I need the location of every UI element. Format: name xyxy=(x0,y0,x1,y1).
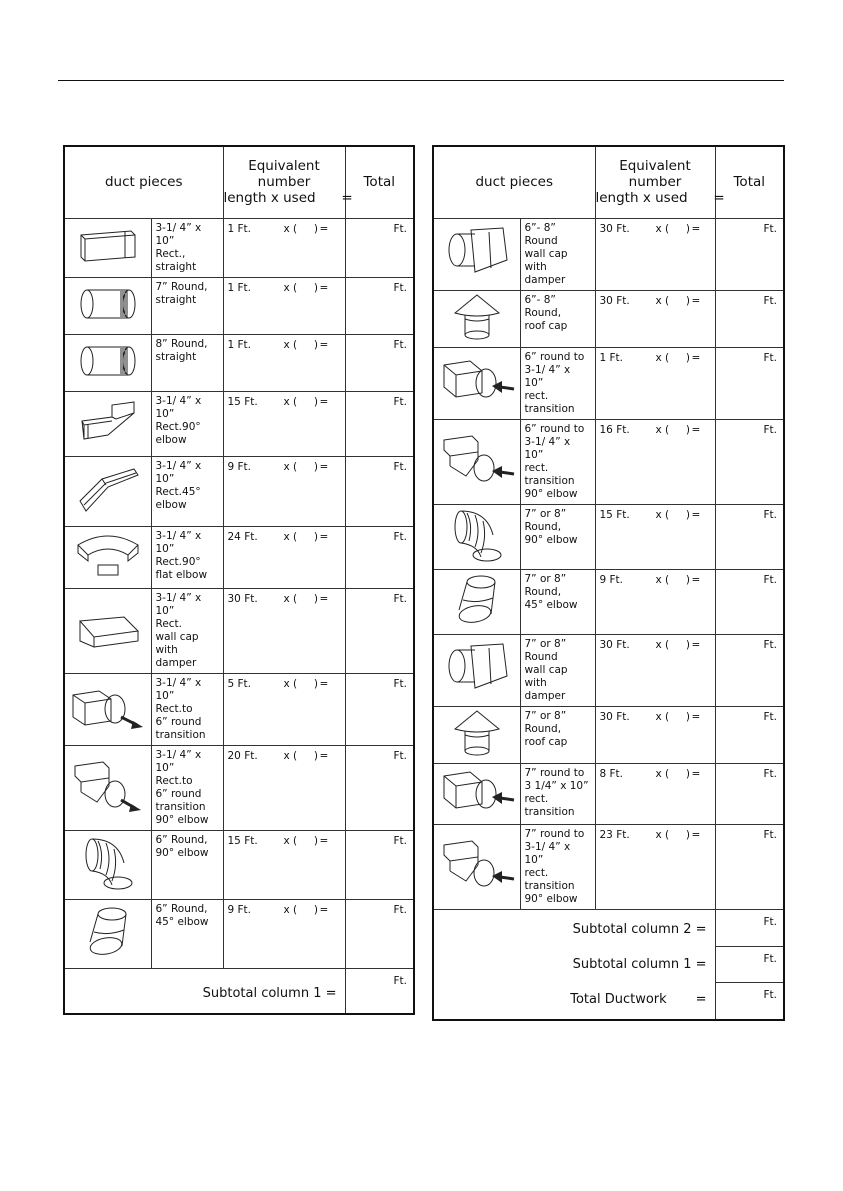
number-used-blank[interactable]: x ( ) xyxy=(283,903,318,916)
equivalent-length: 8 Ft. xyxy=(599,767,624,780)
description-line: 7” round to xyxy=(524,827,585,840)
equivalent-length: 9 Ft. xyxy=(599,573,624,586)
description-line: with damper xyxy=(155,643,197,669)
equivalent-length-cell[interactable] xyxy=(223,588,345,673)
subtotal-row xyxy=(433,909,784,946)
duct-description xyxy=(520,419,595,504)
duct-image-cell xyxy=(64,277,151,334)
row-total-ft[interactable]: Ft. xyxy=(345,830,414,899)
description-line: wall cap xyxy=(155,630,199,643)
round-wall-cap-icon xyxy=(441,263,513,282)
description-line: 3-1/ 4” x 10” xyxy=(524,840,571,866)
row-total-ft[interactable]: Ft. xyxy=(715,347,784,419)
header-equivalent-length xyxy=(223,146,353,218)
equals-sign: = xyxy=(319,395,329,408)
equivalent-length-cell[interactable] xyxy=(223,277,345,334)
row-total-ft[interactable]: Ft. xyxy=(715,824,784,909)
subtotal-ft[interactable]: Ft. xyxy=(715,982,784,1020)
description-line: 7” Round, xyxy=(155,280,208,293)
subtotal-labels xyxy=(433,909,715,1020)
equivalent-length: 30 Ft. xyxy=(599,638,630,651)
description-line: 90° elbow xyxy=(155,813,209,826)
number-used-blank[interactable]: x ( ) xyxy=(655,294,690,307)
equals-sign: = xyxy=(319,592,329,605)
row-total-ft[interactable]: Ft. xyxy=(345,277,414,334)
header-duct-pieces: duct pieces xyxy=(433,146,595,218)
duct-image-cell xyxy=(433,504,520,569)
rect-45-elbow-icon xyxy=(72,502,144,521)
duct-description xyxy=(151,456,223,526)
equivalent-length-cell[interactable] xyxy=(223,334,345,391)
row-total-ft[interactable]: Ft. xyxy=(345,673,414,745)
equivalent-length: 30 Ft. xyxy=(599,294,630,307)
duct-table-column-2 xyxy=(432,145,785,1021)
duct-image-cell xyxy=(64,334,151,391)
number-used-blank[interactable]: x ( ) xyxy=(283,592,318,605)
subtotal-label: Subtotal column 2 = xyxy=(572,921,707,937)
subtotal-label: Subtotal column 1 = xyxy=(572,956,707,972)
equals-sign: = xyxy=(691,351,701,364)
round-90-elbow-icon xyxy=(78,878,138,897)
number-used-blank[interactable]: x ( ) xyxy=(283,338,318,351)
table-row xyxy=(64,899,414,968)
description-line: 6”- 8” Round, xyxy=(524,293,562,319)
duct-image-cell xyxy=(64,456,151,526)
duct-image-cell xyxy=(64,830,151,899)
description-line: 7” round to xyxy=(524,766,585,779)
description-line: 90° elbow xyxy=(155,846,209,859)
table-row xyxy=(64,218,414,277)
description-line: transition xyxy=(155,728,206,741)
description-line: 7” or 8” xyxy=(524,507,567,520)
table-row xyxy=(433,290,784,347)
round-45-elbow-icon xyxy=(78,947,138,966)
description-line: 3-1/ 4” x 10” xyxy=(524,363,571,389)
description-line: roof cap xyxy=(524,735,568,748)
header-total: Total xyxy=(345,146,414,218)
round-7-straight-duct-icon xyxy=(73,309,143,328)
duct-image-cell xyxy=(433,347,520,419)
equivalent-length: 15 Ft. xyxy=(227,395,258,408)
table-row xyxy=(433,419,784,504)
number-used-blank[interactable]: x ( ) xyxy=(283,281,318,294)
description-line: 6”- 8” Round xyxy=(524,221,558,247)
duct-image-cell xyxy=(433,290,520,347)
equivalent-length: 20 Ft. xyxy=(227,749,258,762)
equals-sign: = xyxy=(691,508,701,521)
description-line: transition xyxy=(524,402,575,415)
description-line: transition xyxy=(155,800,206,813)
equivalent-length: 5 Ft. xyxy=(227,677,252,690)
equivalent-length-cell[interactable] xyxy=(223,745,345,830)
table-row xyxy=(64,456,414,526)
equivalent-length: 24 Ft. xyxy=(227,530,258,543)
number-used-blank[interactable]: x ( ) xyxy=(655,423,690,436)
subtotal-ft[interactable]: Ft. xyxy=(715,909,784,946)
duct-description xyxy=(151,899,223,968)
duct-image-cell xyxy=(433,706,520,763)
duct-description xyxy=(151,277,223,334)
equals-sign: = xyxy=(319,281,329,294)
roof-cap-icon xyxy=(447,328,507,347)
equivalent-length-cell[interactable] xyxy=(223,526,345,588)
table-row xyxy=(64,334,414,391)
duct-description xyxy=(151,334,223,391)
equivalent-length: 15 Ft. xyxy=(227,834,258,847)
table-row xyxy=(433,504,784,569)
duct-description xyxy=(520,824,595,909)
equals-sign: = xyxy=(691,638,701,651)
description-line: 8” Round, xyxy=(155,337,208,350)
description-line: 3-1/ 4” x 10” xyxy=(155,529,202,555)
duct-description xyxy=(151,391,223,456)
description-line: 3-1/ 4” x 10” xyxy=(155,459,202,485)
number-used-blank[interactable]: x ( ) xyxy=(283,749,318,762)
table-row xyxy=(433,824,784,909)
duct-description xyxy=(520,569,595,634)
description-line: straight xyxy=(155,350,197,363)
round-to-rect-transition-elbow-icon xyxy=(438,475,516,494)
round-8-straight-duct-icon xyxy=(73,366,143,385)
duct-description xyxy=(520,290,595,347)
equivalent-length-cell[interactable] xyxy=(595,569,715,634)
number-used-blank[interactable]: x ( ) xyxy=(283,834,318,847)
rect-90-elbow-icon xyxy=(72,432,144,451)
rect-to-round-transition-icon xyxy=(69,718,147,737)
equals-sign: = xyxy=(691,828,701,841)
equivalent-length: 9 Ft. xyxy=(227,460,252,473)
round-90-elbow-icon xyxy=(447,550,507,569)
table-row xyxy=(64,526,414,588)
equivalent-length: 1 Ft. xyxy=(227,222,252,235)
header-equivalent-length xyxy=(595,146,725,218)
subtotal-label: Subtotal column 1 = xyxy=(64,968,345,1014)
description-line: Rect.45° xyxy=(155,485,201,498)
duct-image-cell xyxy=(64,218,151,277)
row-total-ft[interactable]: Ft. xyxy=(715,419,784,504)
number-used-blank[interactable]: x ( ) xyxy=(655,573,690,586)
header-equivalent-line1: Equivalent number xyxy=(619,158,691,191)
rect-to-round-transition-elbow-icon xyxy=(69,801,147,820)
equivalent-length-cell[interactable] xyxy=(595,504,715,569)
description-line: 3-1/ 4” x 10” xyxy=(155,221,202,247)
description-line: Round, xyxy=(524,585,562,598)
description-line: 3-1/ 4” x 10” xyxy=(155,748,202,774)
description-line: Rect. xyxy=(155,617,183,630)
row-total-ft[interactable]: Ft. xyxy=(345,391,414,456)
round-to-rect-transition-elbow-icon xyxy=(438,880,516,899)
description-line: 6” round to xyxy=(524,350,585,363)
subtotal-ft[interactable]: Ft. xyxy=(345,968,414,1014)
equivalent-length-cell[interactable] xyxy=(595,347,715,419)
equivalent-length-cell[interactable] xyxy=(595,419,715,504)
subtotal-label-stack xyxy=(434,912,707,1017)
description-line: 6” round to xyxy=(524,422,585,435)
description-line: 45° elbow xyxy=(524,598,578,611)
equals-sign: = xyxy=(319,222,329,235)
description-line: 6” Round, xyxy=(155,833,208,846)
header-equivalent-line2: length x used = xyxy=(595,190,725,207)
equivalent-length: 30 Ft. xyxy=(227,592,258,605)
duct-image-cell xyxy=(433,419,520,504)
equivalent-length-cell[interactable] xyxy=(595,763,715,824)
number-used-blank[interactable]: x ( ) xyxy=(655,828,690,841)
number-used-blank[interactable]: x ( ) xyxy=(283,677,318,690)
duct-table-column-1 xyxy=(63,145,415,1015)
duct-description xyxy=(151,526,223,588)
description-line: Rect.to xyxy=(155,702,193,715)
rect-wall-cap-icon xyxy=(72,636,144,655)
number-used-blank[interactable]: x ( ) xyxy=(283,222,318,235)
row-total-ft[interactable]: Ft. xyxy=(715,290,784,347)
description-line: 6” round xyxy=(155,787,202,800)
equals-sign: = xyxy=(691,710,701,723)
equivalent-length: 30 Ft. xyxy=(599,222,630,235)
description-line: 90° elbow xyxy=(524,533,578,546)
table-row xyxy=(64,673,414,745)
duct-description xyxy=(151,673,223,745)
duct-image-cell xyxy=(64,526,151,588)
table-row xyxy=(64,277,414,334)
table-row xyxy=(64,830,414,899)
equals-sign: = xyxy=(319,530,329,543)
equivalent-length-cell[interactable] xyxy=(223,456,345,526)
number-used-blank[interactable]: x ( ) xyxy=(283,530,318,543)
table-row xyxy=(433,634,784,706)
number-used-blank[interactable]: x ( ) xyxy=(655,508,690,521)
equivalent-length: 9 Ft. xyxy=(227,903,252,916)
number-used-blank[interactable]: x ( ) xyxy=(655,767,690,780)
row-total-ft[interactable]: Ft. xyxy=(345,456,414,526)
equals-sign: = xyxy=(691,423,701,436)
equals-sign: = xyxy=(691,294,701,307)
description-line: elbow xyxy=(155,433,187,446)
equals-sign: = xyxy=(691,573,701,586)
equivalent-length-cell[interactable] xyxy=(223,673,345,745)
description-line: Rect.90° xyxy=(155,555,201,568)
header-equivalent-line1: Equivalent number xyxy=(248,158,320,191)
equivalent-length-cell[interactable] xyxy=(595,290,715,347)
duct-description xyxy=(151,745,223,830)
equals-sign: = xyxy=(319,749,329,762)
duct-image-cell xyxy=(433,218,520,290)
round-to-rect-transition-icon xyxy=(438,392,516,411)
duct-description xyxy=(520,706,595,763)
description-line: rect. xyxy=(524,389,549,402)
duct-description xyxy=(520,763,595,824)
description-line: 3-1/ 4” x 10” xyxy=(155,676,202,702)
number-used-blank[interactable]: x ( ) xyxy=(283,460,318,473)
rect-90-flat-elbow-icon xyxy=(72,564,144,583)
equivalent-length-cell[interactable] xyxy=(223,391,345,456)
description-line: 3-1/ 4” x 10” xyxy=(155,394,202,420)
round-wall-cap-icon xyxy=(441,679,513,698)
duct-description xyxy=(520,218,595,290)
description-line: Round, xyxy=(524,520,562,533)
duct-image-cell xyxy=(64,745,151,830)
description-line: 7” or 8” xyxy=(524,637,567,650)
row-total-ft[interactable]: Ft. xyxy=(345,588,414,673)
description-line: 3 1/4” x 10” xyxy=(524,779,589,792)
description-line: with damper xyxy=(524,676,566,702)
duct-image-cell xyxy=(433,634,520,706)
table-row xyxy=(433,218,784,290)
header-duct-pieces: duct pieces xyxy=(64,146,223,218)
duct-description xyxy=(520,347,595,419)
equivalent-length-cell[interactable] xyxy=(223,830,345,899)
row-total-ft[interactable]: Ft. xyxy=(345,334,414,391)
row-total-ft[interactable]: Ft. xyxy=(345,526,414,588)
duct-description xyxy=(151,588,223,673)
row-total-ft[interactable]: Ft. xyxy=(715,569,784,634)
round-to-rect-transition-icon xyxy=(438,803,516,822)
equivalent-length: 16 Ft. xyxy=(599,423,630,436)
equivalent-length-cell[interactable] xyxy=(223,899,345,968)
table-row xyxy=(64,745,414,830)
equivalent-length-cell[interactable] xyxy=(595,218,715,290)
duct-image-cell xyxy=(64,391,151,456)
description-line: rect. xyxy=(524,866,549,879)
duct-image-cell xyxy=(433,763,520,824)
number-used-blank[interactable]: x ( ) xyxy=(283,395,318,408)
description-line: transition xyxy=(524,879,575,892)
equals-sign: = xyxy=(691,767,701,780)
description-line: 6” Round, xyxy=(155,902,208,915)
description-line: Round, xyxy=(524,722,562,735)
description-line: Rect.to xyxy=(155,774,193,787)
description-line: elbow xyxy=(155,498,187,511)
equals-sign: = xyxy=(319,338,329,351)
equals-sign: = xyxy=(319,834,329,847)
number-used-blank[interactable]: x ( ) xyxy=(655,351,690,364)
roof-cap-icon xyxy=(447,744,507,763)
subtotal-row xyxy=(64,968,414,1014)
description-line: 3-1/ 4” x 10” xyxy=(524,435,571,461)
description-line: flat elbow xyxy=(155,568,208,581)
duct-image-cell xyxy=(64,899,151,968)
description-line: straight xyxy=(155,260,197,273)
equivalent-length-cell[interactable] xyxy=(223,218,345,277)
description-line: rect. xyxy=(524,461,549,474)
equals-sign: = xyxy=(691,222,701,235)
duct-image-cell xyxy=(64,588,151,673)
equivalent-length: 1 Ft. xyxy=(227,338,252,351)
row-total-ft[interactable]: Ft. xyxy=(715,706,784,763)
header-equivalent-line2: length x used = xyxy=(223,190,353,207)
row-total-ft[interactable]: Ft. xyxy=(715,634,784,706)
equivalent-length-cell[interactable] xyxy=(595,824,715,909)
duct-description xyxy=(520,634,595,706)
description-line: wall cap xyxy=(524,247,568,260)
number-used-blank[interactable]: x ( ) xyxy=(655,638,690,651)
description-line: rect. xyxy=(524,792,549,805)
header-rule xyxy=(58,80,784,81)
equivalent-length: 1 Ft. xyxy=(599,351,624,364)
description-line: 6” round xyxy=(155,715,202,728)
description-line: roof cap xyxy=(524,319,568,332)
number-used-blank[interactable]: x ( ) xyxy=(655,710,690,723)
duct-image-cell xyxy=(433,824,520,909)
description-line: 3-1/ 4” x 10” xyxy=(155,591,202,617)
description-line: transition xyxy=(524,805,575,818)
row-total-ft[interactable]: Ft. xyxy=(345,899,414,968)
description-line: Rect., xyxy=(155,247,186,260)
row-total-ft[interactable]: Ft. xyxy=(715,504,784,569)
description-line: 7” or 8” xyxy=(524,572,567,585)
duct-description xyxy=(151,830,223,899)
equals-sign: = xyxy=(319,460,329,473)
table-row xyxy=(433,569,784,634)
table-header-row xyxy=(64,146,414,218)
equivalent-length-cell[interactable] xyxy=(595,634,715,706)
description-line: with damper xyxy=(524,260,566,286)
description-line: transition xyxy=(524,474,575,487)
equals-sign: = xyxy=(319,903,329,916)
table-row xyxy=(64,391,414,456)
row-total-ft[interactable]: Ft. xyxy=(715,218,784,290)
table-header-row xyxy=(433,146,784,218)
subtotal-label: Total Ductwork = xyxy=(570,991,707,1007)
row-total-ft[interactable]: Ft. xyxy=(715,763,784,824)
description-line: wall cap xyxy=(524,663,568,676)
description-line: 7” or 8” xyxy=(524,709,567,722)
equivalent-length: 23 Ft. xyxy=(599,828,630,841)
row-total-ft[interactable]: Ft. xyxy=(345,218,414,277)
rect-straight-duct-icon xyxy=(73,250,143,269)
duct-description xyxy=(520,504,595,569)
description-line: straight xyxy=(155,293,197,306)
duct-image-cell xyxy=(433,569,520,634)
row-total-ft[interactable]: Ft. xyxy=(345,745,414,830)
duct-description xyxy=(151,218,223,277)
subtotal-ft[interactable]: Ft. xyxy=(715,946,784,982)
duct-image-cell xyxy=(64,673,151,745)
equivalent-length-cell[interactable] xyxy=(595,706,715,763)
round-45-elbow-icon xyxy=(447,615,507,634)
header-total: Total xyxy=(715,146,784,218)
table-row xyxy=(433,706,784,763)
table-row xyxy=(64,588,414,673)
equivalent-length: 30 Ft. xyxy=(599,710,630,723)
description-line: Rect.90° xyxy=(155,420,201,433)
table-row xyxy=(433,763,784,824)
equivalent-length: 1 Ft. xyxy=(227,281,252,294)
equals-sign: = xyxy=(319,677,329,690)
description-line: 90° elbow xyxy=(524,487,578,500)
number-used-blank[interactable]: x ( ) xyxy=(655,222,690,235)
description-line: 45° elbow xyxy=(155,915,209,928)
description-line: Round xyxy=(524,650,558,663)
equivalent-length: 15 Ft. xyxy=(599,508,630,521)
table-row xyxy=(433,347,784,419)
description-line: 90° elbow xyxy=(524,892,578,905)
